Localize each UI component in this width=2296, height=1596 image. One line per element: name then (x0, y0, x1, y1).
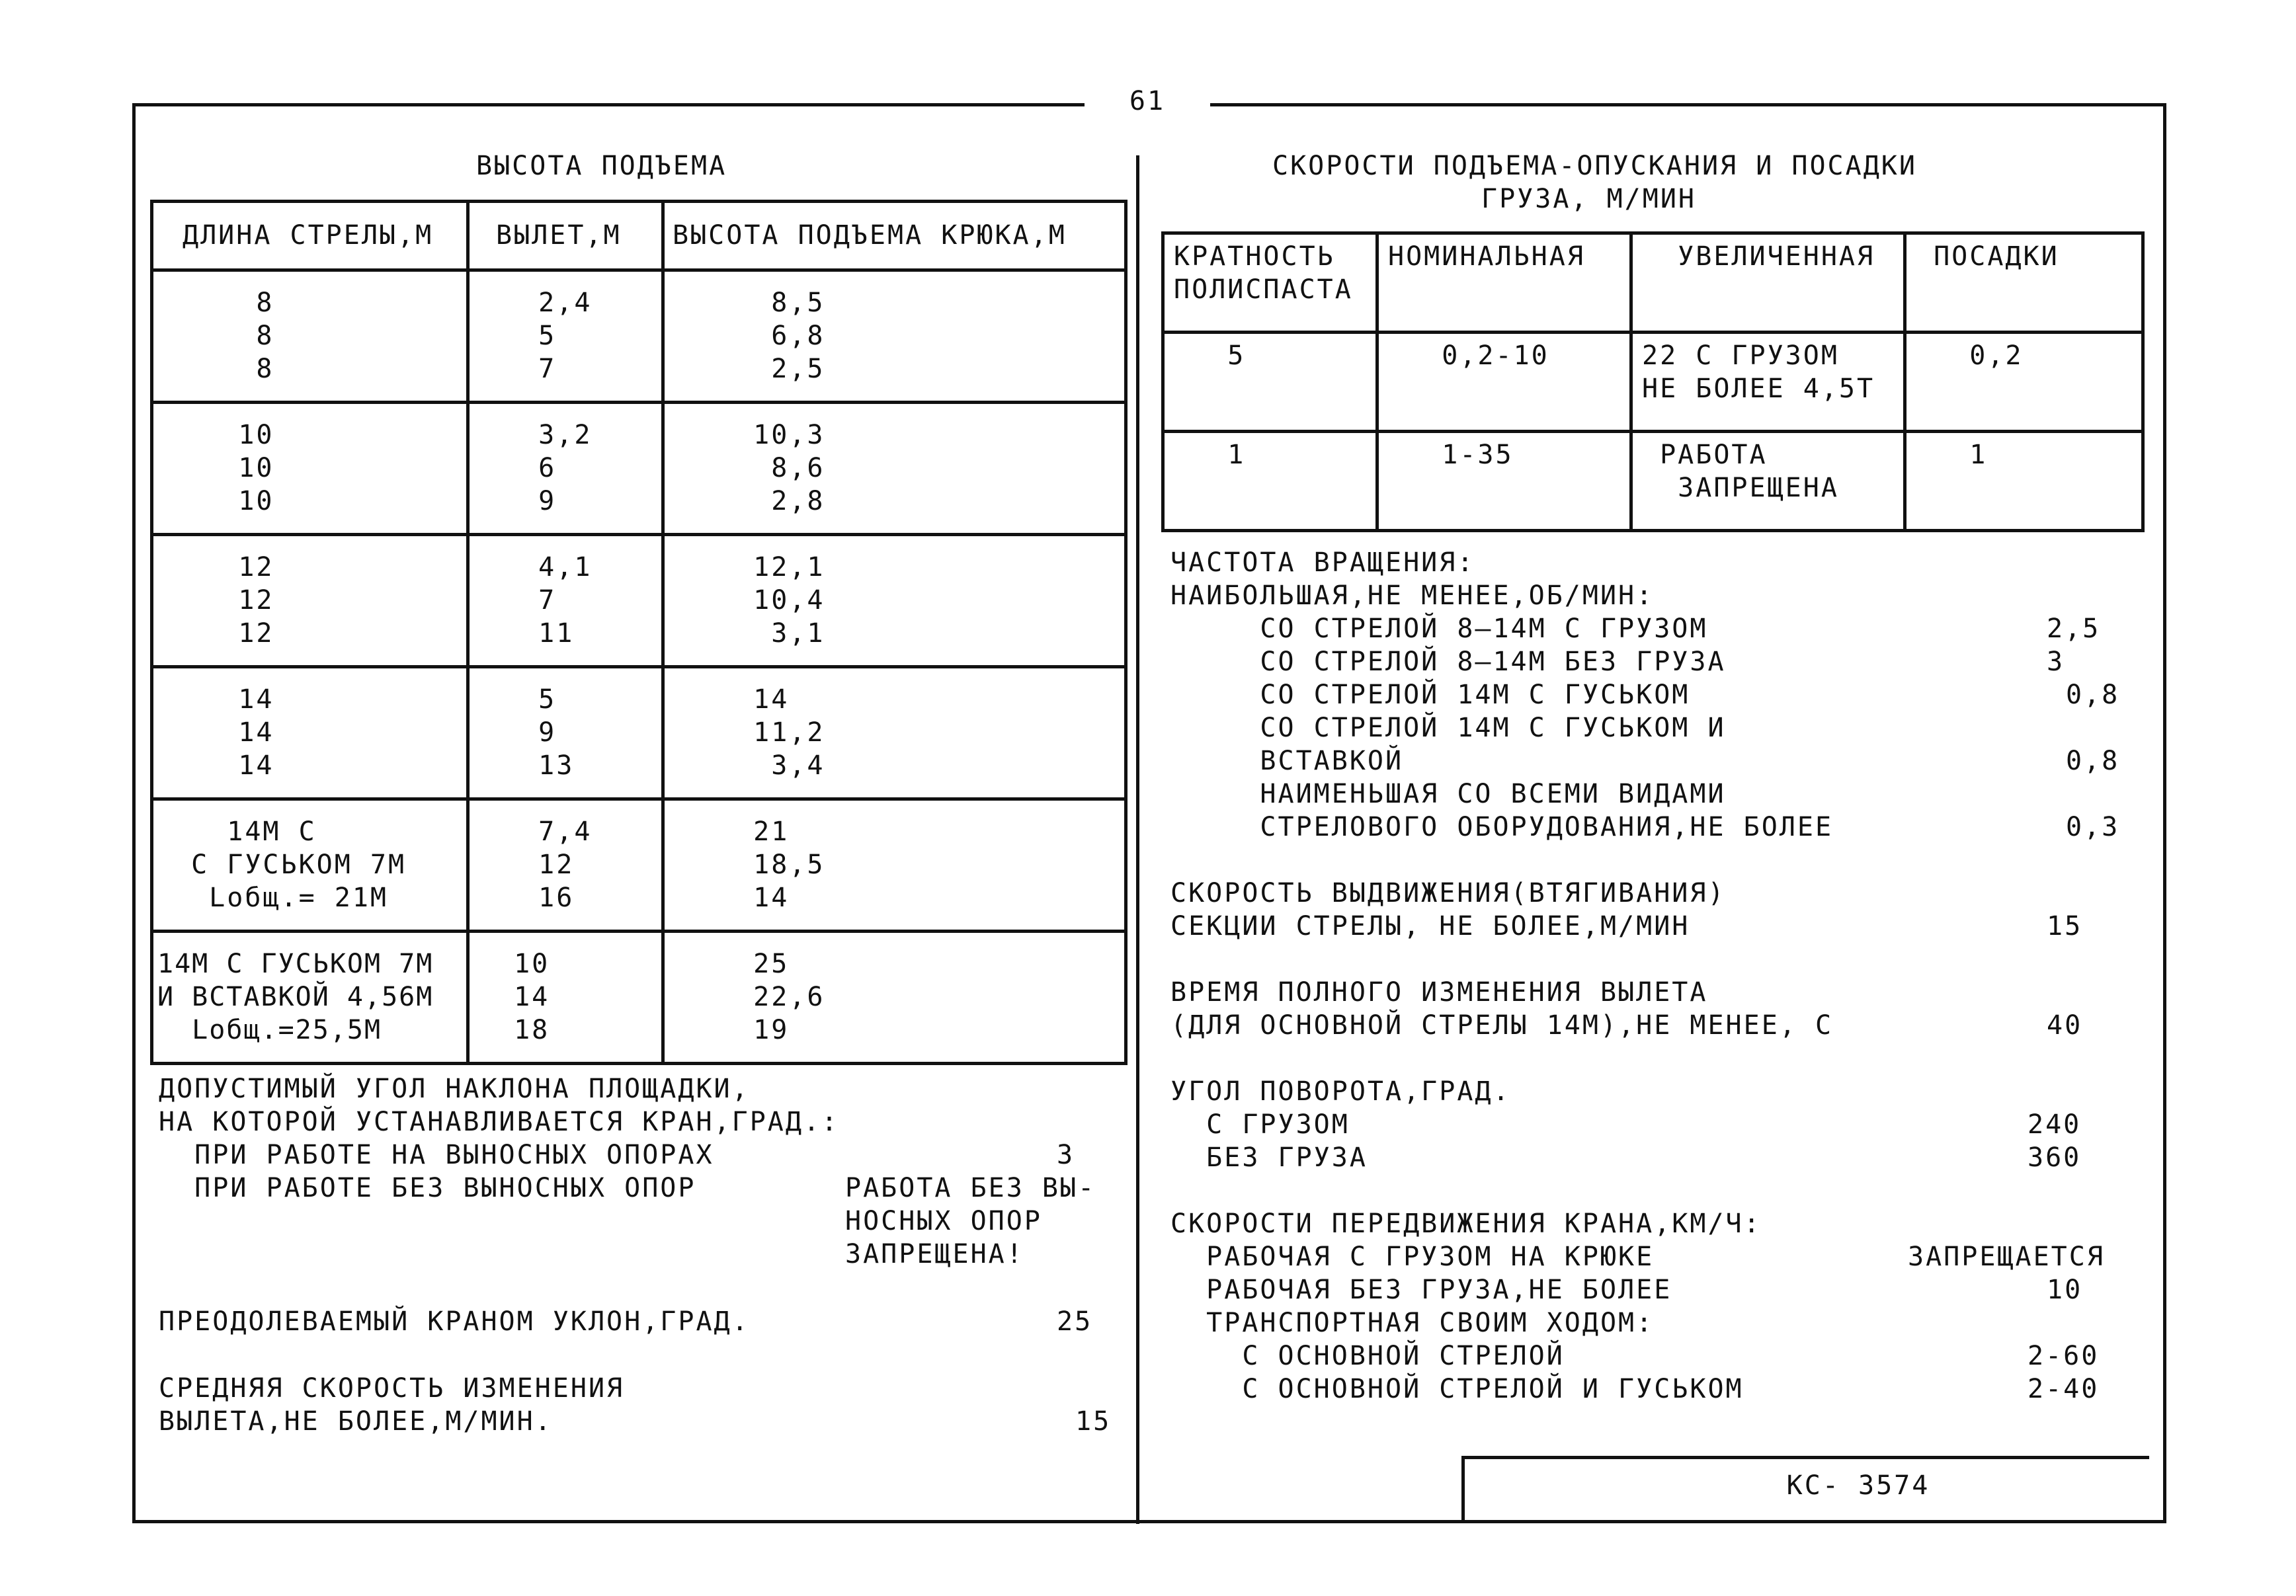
avg-speed-label: СРЕДНЯЯ СКОРОСТЬ ИЗМЕНЕНИЯ (159, 1373, 625, 1404)
lift-height-title: ВЫСОТА ПОДЪЕМА (476, 151, 727, 181)
avg-speed-value: 15 (1075, 1406, 1112, 1437)
no-outriggers-note: РАБОТА БЕЗ ВЫ- НОСНЫХ ОПОР ЗАПРЕЩЕНА! (845, 1173, 1096, 1269)
header-reach: ВЫЛЕТ,М (468, 202, 663, 270)
document-code: КС- 3574 (1786, 1470, 1930, 1501)
header-boom-length: ДЛИНА СТРЕЛЫ,М (152, 202, 468, 270)
table-row: 10 10 10 3,2 6 9 10,3 8,6 2,8 (152, 403, 1126, 535)
column-divider (1136, 155, 1139, 1524)
slope-label: ПРЕОДОЛЕВАЕМЫЙ КРАНОМ УКЛОН,ГРАД. (159, 1306, 750, 1337)
reach-time-label: ВРЕМЯ ПОЛНОГО ИЗМЕНЕНИЯ ВЫЛЕТА (1170, 977, 1708, 1008)
header-landing: ПОСАДКИ (1905, 233, 2143, 333)
speed-table (1161, 231, 2145, 532)
extension-label: СКОРОСТЬ ВЫДВИЖЕНИЯ(ВТЯГИВАНИЯ) (1170, 878, 1726, 908)
extension-value: 15 (2047, 911, 2083, 941)
reach-time-label: (ДЛЯ ОСНОВНОЙ СТРЕЛЫ 14М),НЕ МЕНЕЕ, С (1170, 1010, 1834, 1041)
extension-label: СЕКЦИИ СТРЕЛЫ, НЕ БОЛЕЕ,М/МИН (1170, 911, 1690, 941)
header-hook-height: ВЫСОТА ПОДЪЕМА КРЮКА,М (663, 202, 1126, 270)
table-row: 14 14 14 5 9 13 14 11,2 3,4 (152, 667, 1126, 799)
table-row: 14М С С ГУСЬКОМ 7М Lобщ.= 21М 7,4 12 16 21 18,5 14 (152, 799, 1126, 932)
slope-value: 25 (1057, 1306, 1093, 1337)
header-increased: УВЕЛИЧЕННАЯ (1631, 233, 1905, 333)
lift-height-table (150, 200, 1128, 1065)
table-row: 8 8 8 2,4 5 7 8,5 6,8 2,5 (152, 270, 1126, 403)
speed-title: ГРУЗА, М/МИН (1481, 184, 1696, 214)
table-row: 14М С ГУСЬКОМ 7М И ВСТАВКОЙ 4,56М Lобщ.=25,5М 10 14 18 25 22,6 19 (152, 932, 1126, 1064)
speed-title: СКОРОСТИ ПОДЪЕМА-ОПУСКАНИЯ И ПОСАДКИ (1272, 151, 1917, 181)
table-row: 1 1-35 РАБОТА ЗАПРЕЩЕНА 1 (1163, 432, 2143, 531)
header-reeving: КРАТНОСТЬ ПОЛИСПАСТА (1163, 233, 1377, 333)
reach-time-value: 40 (2047, 1010, 2083, 1041)
table-row: 12 12 12 4,1 7 11 12,1 10,4 3,1 (152, 535, 1126, 667)
avg-speed-label: ВЫЛЕТА,НЕ БОЛЕЕ,М/МИН. (159, 1406, 553, 1437)
header-nominal: НОМИНАЛЬНАЯ (1377, 233, 1631, 333)
page-number: 61 (1129, 86, 1166, 116)
table-row: 5 0,2-10 22 С ГРУЗОМ НЕ БОЛЕЕ 4,5Т 0,2 (1163, 333, 2143, 432)
